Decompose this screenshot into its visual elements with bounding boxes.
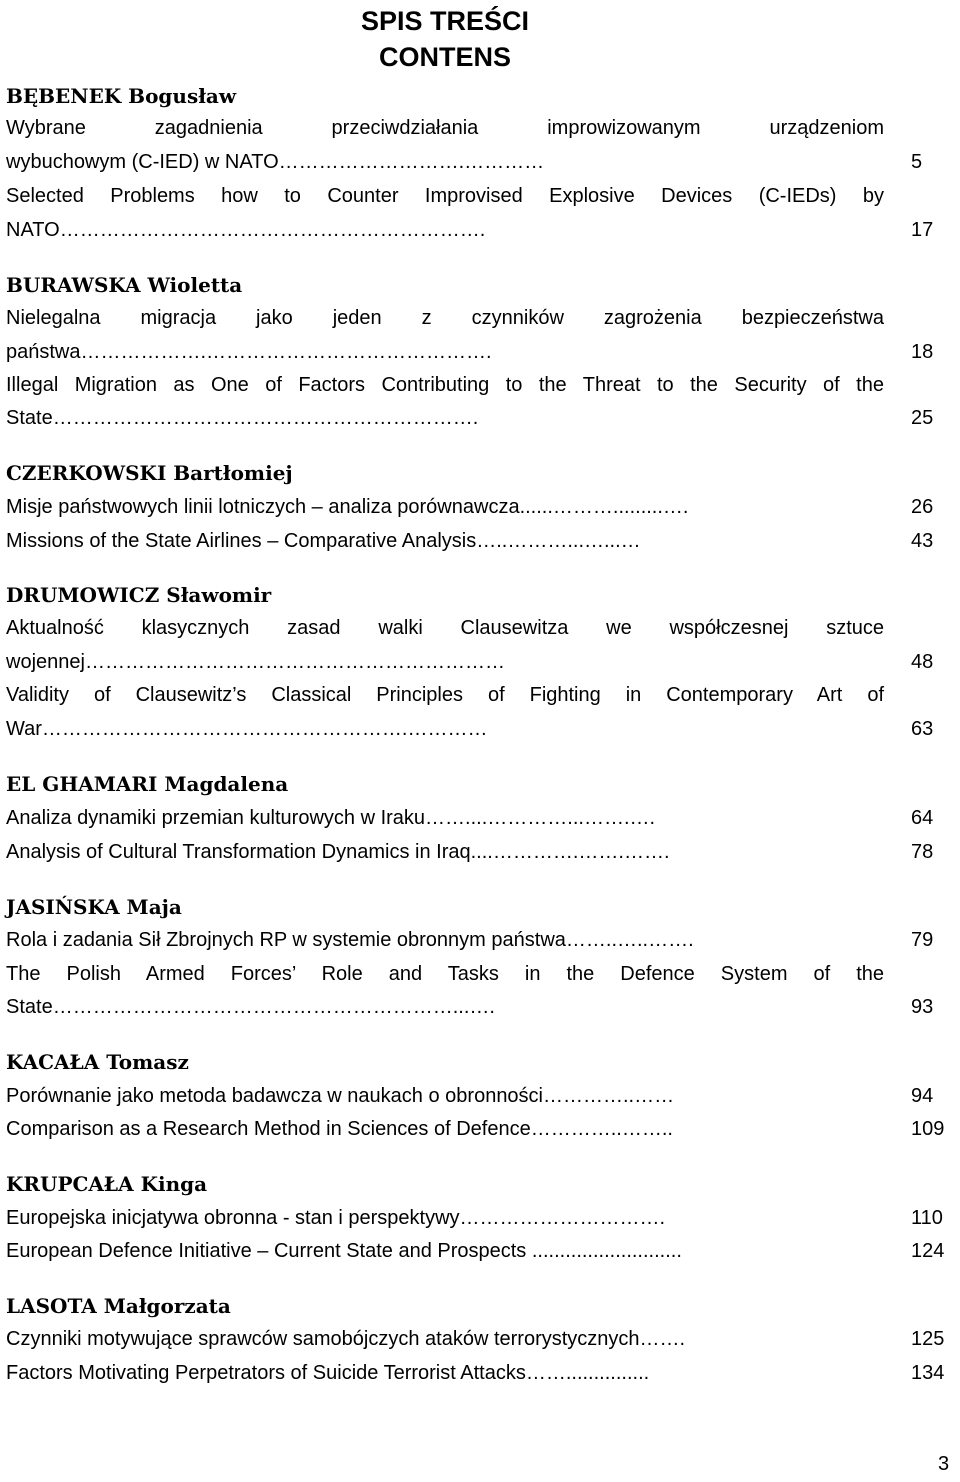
page-number-en: 17 <box>911 219 934 241</box>
page-number-pl: 5 <box>911 151 923 173</box>
page-number-pl: 125 <box>911 1328 945 1350</box>
author-name: DRUMOWICZ Sławomir <box>6 583 272 607</box>
article-title-pl[interactable]: Nielegalna migracja jako jeden z czynników zagrożenia bezpieczeństwa <box>6 307 884 329</box>
author-name: LASOTA Małgorzata <box>6 1294 231 1318</box>
article-title-pl[interactable]: Porównanie jako metoda badawcza w naukach o obronności…………..…… <box>6 1085 675 1107</box>
page-number-en: 124 <box>911 1240 945 1262</box>
article-title-en-continued[interactable]: War……………………………………………….………… <box>6 718 488 740</box>
author-name: BĘBENEK Bogusław <box>6 84 237 108</box>
article-title-en[interactable]: European Defence Initiative – Current State and Prospects ........................... <box>6 1240 682 1262</box>
page-number-pl: 18 <box>911 341 934 363</box>
article-title-en-continued[interactable]: State………………………………………………………. <box>6 407 479 429</box>
page-number-en: 63 <box>911 718 934 740</box>
page-number-en: 109 <box>911 1118 945 1140</box>
article-title-pl-continued[interactable]: wojennej……………………………………………………… <box>6 651 505 673</box>
author-name: CZERKOWSKI Bartłomiej <box>6 461 293 485</box>
page-number-pl: 26 <box>911 496 934 518</box>
page-number-en: 134 <box>911 1362 945 1384</box>
page-number-pl: 48 <box>911 651 934 673</box>
article-title-en[interactable]: Analysis of Cultural Transformation Dynamics in Iraq....………….…….……. <box>6 841 670 863</box>
author-name: KACAŁA Tomasz <box>6 1050 189 1074</box>
article-title-en[interactable]: Factors Motivating Perpetrators of Suicide Terrorist Attacks……............... <box>6 1362 650 1384</box>
article-title-en-continued[interactable]: State……………………………………………………...…. <box>6 996 495 1018</box>
page-number-pl: 110 <box>911 1207 943 1229</box>
article-title-pl-continued[interactable]: państwa……………….……………………………………. <box>6 341 492 363</box>
footer-page-number: 3 <box>938 1453 950 1475</box>
article-title-en[interactable]: Illegal Migration as One of Factors Contributing to the Threat to the Security of the <box>6 374 884 396</box>
article-title-pl[interactable]: Europejska inicjatywa obronna - stan i perspektywy…………………………. <box>6 1207 666 1229</box>
article-title-pl[interactable]: Aktualność klasycznych zasad walki Clausewitza we współczesnej sztuce <box>6 617 884 639</box>
page-number-pl: 79 <box>911 929 934 951</box>
author-name: JASIŃSKA Maja <box>6 895 182 919</box>
page-title-polish: SPIS TREŚCI <box>360 6 530 36</box>
article-title-pl-continued[interactable]: wybuchowym (C-IED) w NATO……………………….………… <box>6 151 545 173</box>
article-title-pl[interactable]: Analiza dynamiki przemian kulturowych w Iraku……....…………...…….…. <box>6 807 656 829</box>
page-number-en: 25 <box>911 407 934 429</box>
article-title-en-continued[interactable]: NATO………………………………………………………. <box>6 219 486 241</box>
page-number-pl: 64 <box>911 807 934 829</box>
article-title-en[interactable]: Selected Problems how to Counter Improvised Explosive Devices (C-IEDs) by <box>6 185 884 207</box>
page-title-english: CONTENS <box>378 42 511 72</box>
page-number-en: 43 <box>911 530 934 552</box>
author-name: EL GHAMARI Magdalena <box>6 772 289 796</box>
article-title-pl[interactable]: Wybrane zagadnienia przeciwdziałania improwizowanym urządzeniom <box>6 117 884 139</box>
page-number-pl: 94 <box>911 1085 934 1107</box>
article-title-en[interactable]: Missions of the State Airlines – Comparative Analysis…..………...…...… <box>6 530 641 552</box>
author-name: BURAWSKA Wioletta <box>6 273 243 297</box>
page-number-en: 78 <box>911 841 934 863</box>
page-number-en: 93 <box>911 996 934 1018</box>
article-title-en[interactable]: Validity of Clausewitz’s Classical Principles of Fighting in Contemporary Art of <box>6 684 884 706</box>
article-title-en[interactable]: Comparison as a Research Method in Sciences of Defence…………..…….. <box>6 1118 673 1140</box>
article-title-pl[interactable]: Czynniki motywujące sprawców samobójczych ataków terrorystycznych……. <box>6 1328 686 1350</box>
author-name: KRUPCAŁA Kinga <box>6 1172 208 1196</box>
article-title-pl[interactable]: Rola i zadania Sił Zbrojnych RP w systemie obronnym państwa……..…..……. <box>6 929 694 951</box>
article-title-en[interactable]: The Polish Armed Forces’ Role and Tasks in the Defence System of the <box>6 963 884 985</box>
article-title-pl[interactable]: Misje państwowych linii lotniczych – analiza porównawcza......……….........…. <box>6 496 689 518</box>
